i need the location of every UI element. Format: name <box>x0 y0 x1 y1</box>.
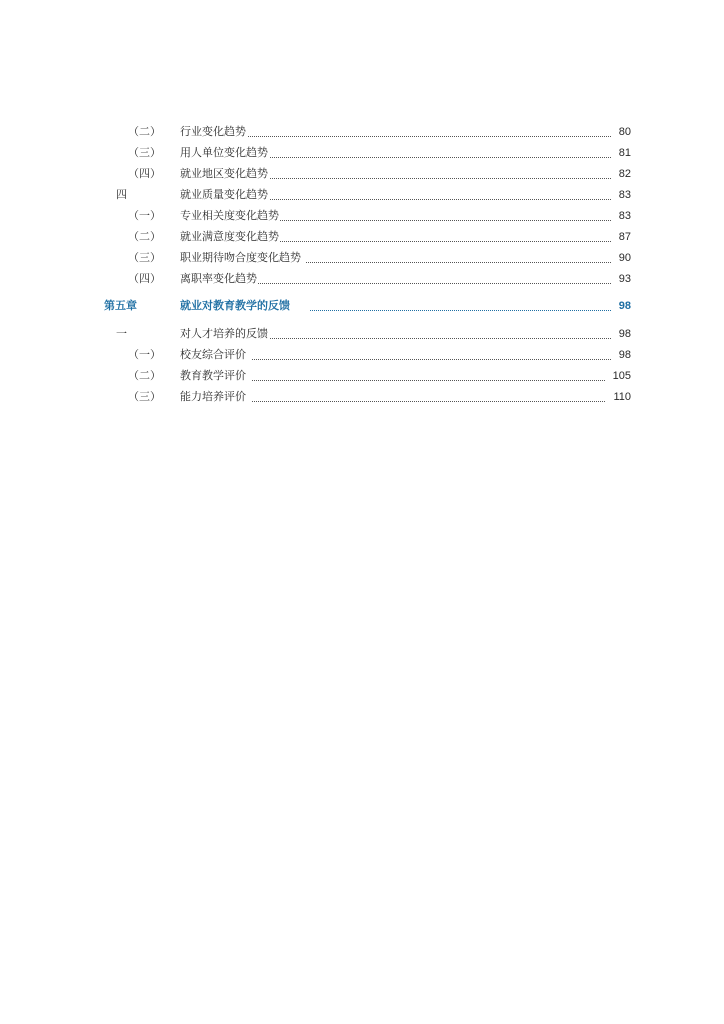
dot-leader <box>280 220 611 221</box>
toc-chapter-page: 98 <box>618 300 631 312</box>
dot-leader <box>268 178 611 179</box>
toc-chapter-entry[interactable] <box>104 296 631 316</box>
toc-entry[interactable] <box>112 185 631 205</box>
toc-entry-title: 能力培养评价 <box>180 390 246 403</box>
toc-entry-page: 110 <box>613 391 631 403</box>
toc-entry-title: 离职率变化趋势 <box>180 272 257 285</box>
toc-entry-page: 87 <box>618 231 631 243</box>
toc-entry[interactable] <box>128 387 631 407</box>
toc-entry-number: （三） <box>128 146 161 159</box>
toc-entry-page: 81 <box>618 147 631 159</box>
toc-entry[interactable] <box>112 324 631 344</box>
dot-leader <box>306 262 611 263</box>
toc-entry-number: （三） <box>128 390 161 403</box>
toc-entry-number: （三） <box>128 251 161 264</box>
dot-leader <box>268 199 611 200</box>
toc-entry[interactable] <box>128 122 631 142</box>
toc-entry-number: （四） <box>128 272 161 285</box>
dot-leader <box>310 310 611 311</box>
toc-entry-page: 98 <box>618 349 631 361</box>
toc-entry-title: 就业地区变化趋势 <box>180 167 268 180</box>
toc-entry[interactable] <box>128 269 631 289</box>
toc-entry[interactable] <box>128 248 631 268</box>
toc-entry-title: 就业质量变化趋势 <box>180 188 268 201</box>
toc-entry-number: （二） <box>128 125 161 138</box>
dot-leader <box>280 241 611 242</box>
toc-entry-page: 90 <box>618 252 631 264</box>
toc-entry-number: （一） <box>128 209 161 222</box>
toc-entry-title: 职业期待吻合度变化趋势 <box>180 251 301 264</box>
toc-entry-title: 教育教学评价 <box>180 369 246 382</box>
toc-entry-page: 98 <box>618 328 631 340</box>
toc-entry[interactable] <box>128 345 631 365</box>
toc-entry-number: （四） <box>128 167 161 180</box>
toc-entry-page: 80 <box>618 126 631 138</box>
toc-entry-title: 专业相关度变化趋势 <box>180 209 279 222</box>
dot-leader <box>252 380 605 381</box>
dot-leader <box>268 338 611 339</box>
toc-entry-number: 一 <box>116 327 127 340</box>
dot-leader <box>268 157 611 158</box>
dot-leader <box>252 359 611 360</box>
toc-entry[interactable] <box>128 366 631 386</box>
toc-entry[interactable] <box>128 164 631 184</box>
toc-entry-page: 83 <box>618 210 631 222</box>
toc-chapter-title: 就业对教育教学的反馈 <box>180 299 290 312</box>
dot-leader <box>248 136 611 137</box>
toc-entry-number: （二） <box>128 230 161 243</box>
toc-entry-page: 93 <box>618 273 631 285</box>
toc-entry-page: 105 <box>612 370 631 382</box>
toc-entry-page: 82 <box>618 168 631 180</box>
toc-entry-page: 83 <box>618 189 631 201</box>
toc-chapter-number: 第五章 <box>104 299 137 312</box>
toc-entry-title: 行业变化趋势 <box>180 125 246 138</box>
toc-entry[interactable] <box>128 143 631 163</box>
toc-entry-title: 用人单位变化趋势 <box>180 146 268 159</box>
toc-entry-title: 校友综合评价 <box>180 348 246 361</box>
toc-entry-number: （一） <box>128 348 161 361</box>
toc-entry[interactable] <box>128 227 631 247</box>
toc-entry-title: 就业满意度变化趋势 <box>180 230 279 243</box>
dot-leader <box>256 283 611 284</box>
toc-entry-number: （二） <box>128 369 161 382</box>
toc-entry[interactable] <box>128 206 631 226</box>
toc-entry-number: 四 <box>116 188 127 201</box>
dot-leader <box>252 401 605 402</box>
toc-entry-title: 对人才培养的反馈 <box>180 327 268 340</box>
